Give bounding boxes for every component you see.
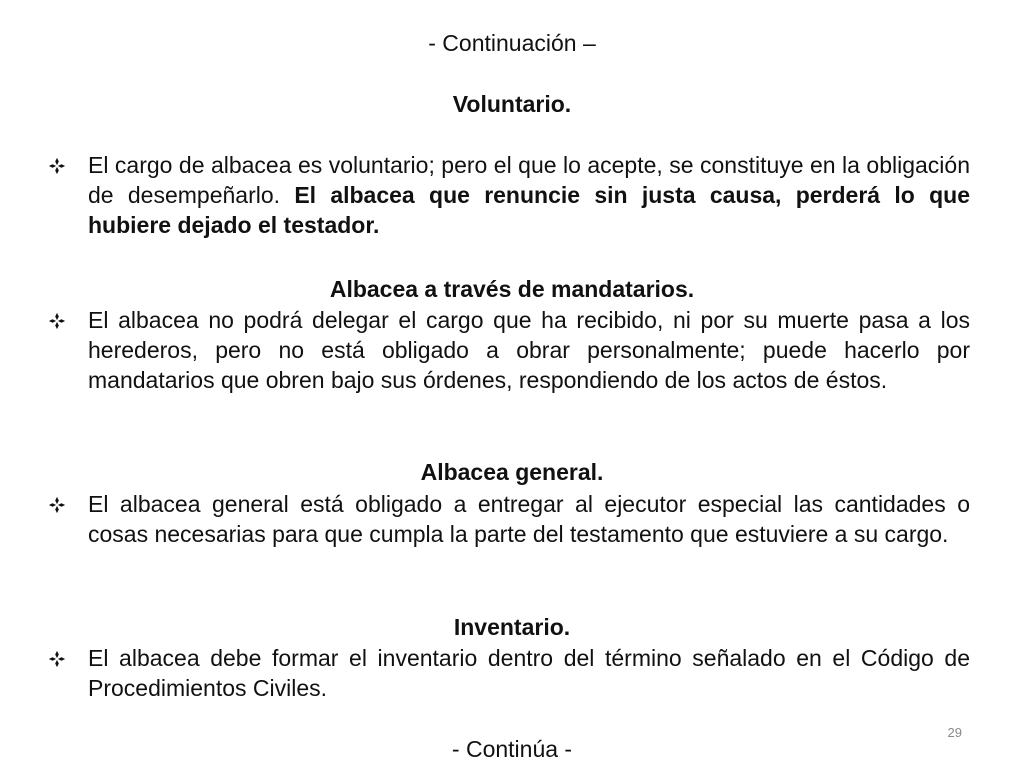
heading-inventario: Inventario.: [453, 614, 571, 640]
heading-albacea-general: Albacea general.: [420, 459, 604, 485]
bullet-inventario: [48, 643, 970, 703]
four-diamond-star-icon: [48, 650, 66, 668]
heading-mandatarios: Albacea a través de mandatarios.: [329, 276, 695, 302]
heading-voluntario: Voluntario.: [452, 91, 572, 117]
bullet-text-part: El cargo de albacea es voluntario; pero el que lo acepte, se constituye en la obligación de desempeñarlo.: [88, 152, 970, 208]
bullet-text-bold-part: El albacea que renuncie sin justa causa, perderá lo que hubiere dejado el testador.: [88, 182, 970, 238]
bullet-text: El albacea no podrá delegar el cargo que ha recibido, ni por su muerte pasa a los herederos, pero no está obligado a obrar personalmente; puede hacerlo por mandatarios que obren bajo sus órdenes, respondiendo de los actos de éstos.: [88, 307, 970, 393]
page-number: 29: [947, 725, 962, 740]
continues-footer: - Continúa -: [451, 736, 573, 762]
bullet-text: [88, 150, 970, 240]
bullet-albacea-general: [48, 489, 970, 549]
four-diamond-star-icon: [48, 157, 66, 175]
bullet-text: El albacea general está obligado a entregar al ejecutor especial las cantidades o cosas necesarias para que cumpla la parte del testamento que estuviere a su cargo.: [88, 491, 970, 547]
bullet-mandatarios: [48, 305, 970, 395]
bullet-voluntario: [48, 150, 970, 240]
continuation-header: - Continuación –: [428, 30, 596, 56]
four-diamond-star-icon: [48, 312, 66, 330]
bullet-text: El albacea debe formar el inventario dentro del término señalado en el Código de Procedimientos Civiles.: [88, 645, 970, 701]
four-diamond-star-icon: [48, 496, 66, 514]
